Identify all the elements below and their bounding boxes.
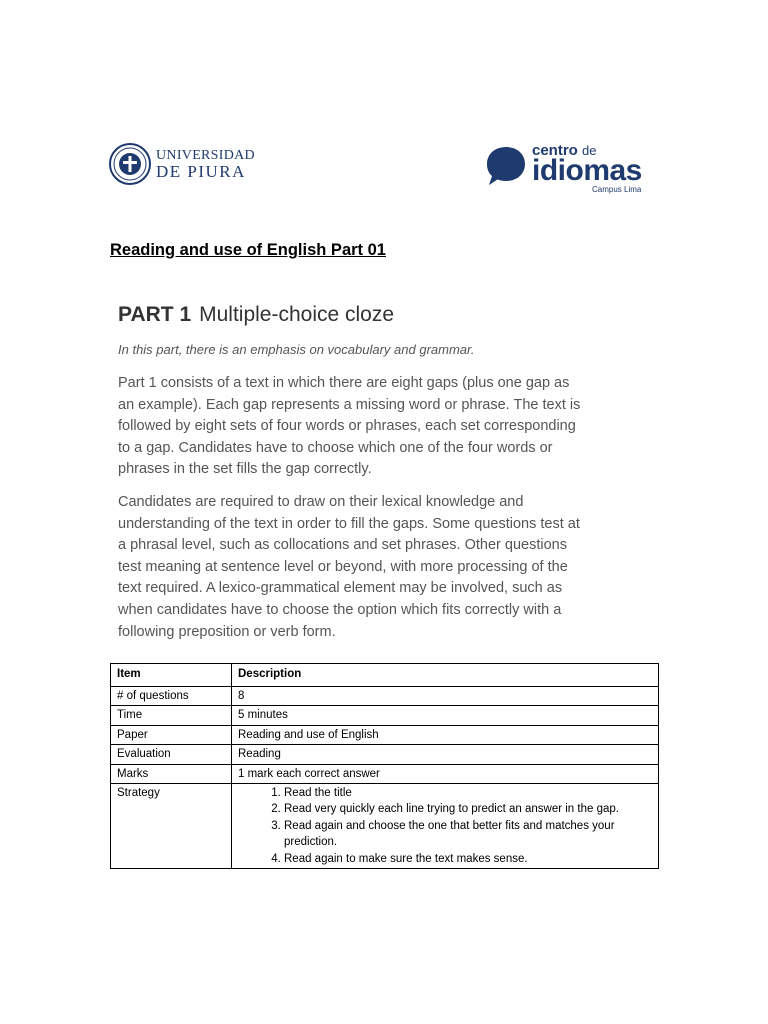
strategy-step: 4. Read again to make sure the text makes sense.: [284, 851, 652, 867]
strategy-step: 3. Read again and choose the one that better fits and matches your prediction.: [284, 818, 652, 851]
part-paragraph-2: Candidates are required to draw on their lexical knowledge and understanding of the text in order to fill the gaps. Some questions test at a phrasal level, such as collocations and set phrases. Other questions test meaning at sentence level or beyond, with more processing of the text required. A lexico-grammatical element may be involved, such as when candidates have to choose the option which fits correctly with a following preposition or verb form.: [118, 494, 580, 640]
table-cell-description: Reading and use of English: [232, 725, 659, 745]
table-row: [111, 745, 659, 765]
ci-logo-campus: Campus Lima: [592, 185, 642, 194]
universidad-de-piura-logo: [108, 139, 258, 189]
udep-seal-icon: [108, 139, 152, 189]
table-row: [111, 706, 659, 726]
part-heading: [118, 303, 394, 327]
udep-logo-line1: UNIVERSIDAD: [156, 148, 255, 163]
udep-logo-line2: DE PIURA: [156, 162, 246, 181]
table-cell-description: Reading: [232, 745, 659, 765]
part-number: PART 1: [118, 303, 192, 326]
ci-logo-idiomas: idiomas: [532, 154, 642, 187]
table-cell-description: 8: [232, 686, 659, 706]
speech-bubble-icon: [484, 144, 528, 188]
table-row-strategy: [111, 784, 659, 869]
strategy-step: 1. Read the title: [284, 785, 652, 801]
table-cell-item: Time: [111, 706, 232, 726]
table-cell-strategy: [232, 784, 659, 869]
centro-de-idiomas-logo: [484, 140, 664, 198]
info-table: [110, 663, 659, 869]
part-subtitle: In this part, there is an emphasis on vocabulary and grammar.: [118, 342, 475, 357]
part-name: Multiple-choice cloze: [199, 303, 395, 326]
strategy-step: 2. Read very quickly each line trying to predict an answer in the gap.: [284, 801, 652, 817]
document-title: Reading and use of English Part 01: [110, 241, 386, 259]
part-paragraph-1: Part 1 consists of a text in which there are eight gaps (plus one gap as an example). Each gap represents a missing word or phrase. The text is followed by eight sets of four words or phrases, each set corresponding to a gap. Candidates have to choose which one of the four words or phrases in the set fills the gap correctly.: [118, 375, 581, 478]
table-header-description: Description: [232, 664, 659, 687]
table-cell-description: 5 minutes: [232, 706, 659, 726]
ci-logo-centro: centro de: [532, 142, 597, 159]
table-cell-item: Paper: [111, 725, 232, 745]
table-header-row: [111, 664, 659, 687]
table-row: [111, 725, 659, 745]
table-cell-item: Strategy: [111, 784, 232, 869]
table-cell-item: # of questions: [111, 686, 232, 706]
strategy-list: [238, 785, 652, 867]
table-row: [111, 686, 659, 706]
table-header-item: Item: [111, 664, 232, 687]
table-cell-item: Evaluation: [111, 745, 232, 765]
table-cell-item: Marks: [111, 764, 232, 784]
table-row: [111, 764, 659, 784]
table-cell-description: 1 mark each correct answer: [232, 764, 659, 784]
